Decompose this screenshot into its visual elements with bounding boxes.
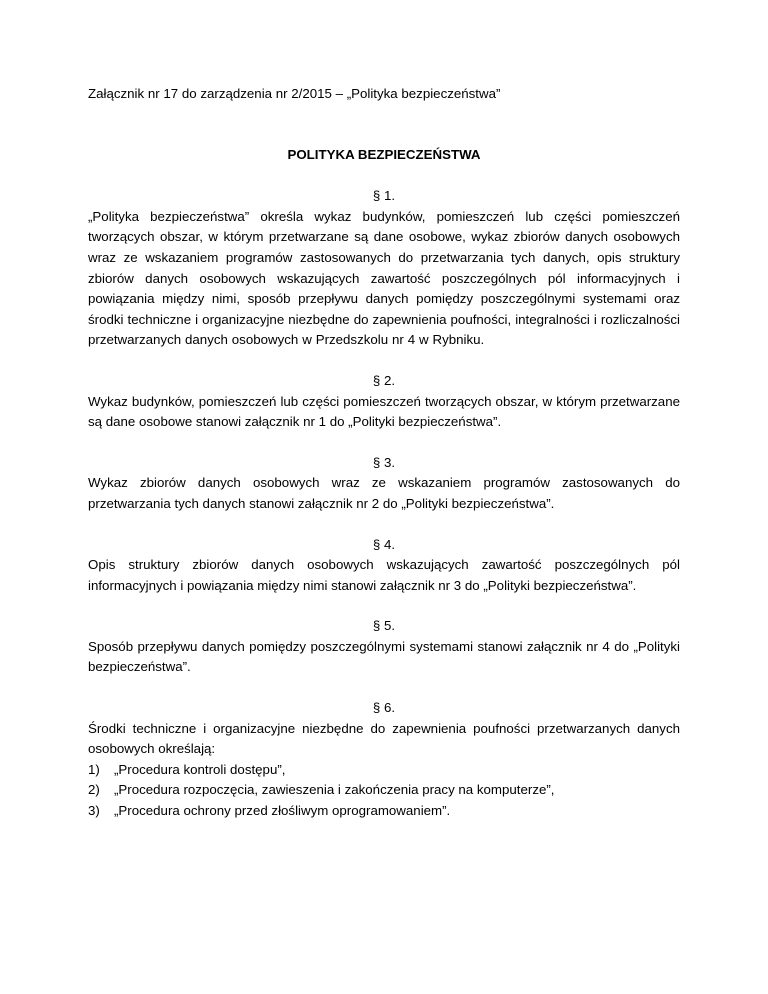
section-number: § 6. bbox=[372, 700, 396, 716]
section-2 bbox=[88, 371, 680, 433]
list-item-number: 1) bbox=[88, 761, 100, 777]
section-text: „Polityka bezpieczeństwa” określa wykaz budynków, pomieszczeń lub części pomieszczeń tworzących obszar, w którym przetwarzane są dane osobowe, wykaz zbiorów danych osobowych wraz ze wskazaniem programów zastosowanych do przetwarzania tych danych, opis struktury zbiorów danych osobowych wskazujących zawartość poszczególnych pól informacyjnych i powiązania między nimi, sposób przepływu danych pomiędzy poszczególnymi systemami oraz środki techniczne i organizacyjne niezbędne do zapewnienia poufności, integralności i rozliczalności przetwarzanych danych osobowych w Przedszkolu nr 4 w Rybniku. bbox=[88, 208, 680, 348]
procedure-list bbox=[88, 760, 680, 822]
section-number: § 2. bbox=[372, 372, 396, 388]
document-title: POLITYKA BEZPIECZEŃSTWA bbox=[287, 146, 481, 162]
section-3 bbox=[88, 453, 680, 515]
section-text: Wykaz budynków, pomieszczeń lub części pomieszczeń tworzących obszar, w którym przetwarzane są dane osobowe stanowi załącznik nr 1 do „Polityki bezpieczeństwa”. bbox=[88, 393, 680, 430]
section-4 bbox=[88, 535, 680, 597]
section-number: § 1. bbox=[372, 188, 396, 204]
list-item-number: 3) bbox=[88, 803, 100, 819]
section-text: Środki techniczne i organizacyjne niezbędne do zapewnienia poufności przetwarzanych danych osobowych określają: bbox=[88, 720, 680, 757]
section-text: Opis struktury zbiorów danych osobowych wskazujących zawartość poszczególnych pól informacyjnych i powiązania między nimi stanowi załącznik nr 3 do „Polityki bezpieczeństwa”. bbox=[88, 557, 680, 593]
section-text: Sposób przepływu danych pomiędzy poszczególnymi systemami stanowi załącznik nr 4 do „Polityki bezpieczeństwa”. bbox=[88, 638, 680, 675]
list-item bbox=[88, 801, 680, 822]
section-number: § 3. bbox=[372, 454, 396, 470]
section-number: § 5. bbox=[372, 618, 396, 634]
section-1 bbox=[88, 186, 680, 351]
section-6 bbox=[88, 698, 680, 822]
section-text: Wykaz zbiorów danych osobowych wraz ze wskazaniem programów zastosowanych do przetwarzania tych danych stanowi załącznik nr 2 do „Polityki bezpieczeństwa”. bbox=[88, 475, 680, 511]
list-item-text: „Procedura ochrony przed złośliwym oprogramowaniem”. bbox=[114, 803, 451, 819]
section-5 bbox=[88, 616, 680, 678]
list-item-number: 2) bbox=[88, 782, 100, 798]
list-item bbox=[88, 780, 680, 801]
attachment-header: Załącznik nr 17 do zarządzenia nr 2/2015 – „Polityka bezpieczeństwa” bbox=[88, 86, 501, 101]
list-item bbox=[88, 760, 680, 781]
list-item-text: „Procedura kontroli dostępu”, bbox=[114, 761, 286, 777]
section-number: § 4. bbox=[372, 536, 396, 552]
list-item-text: „Procedura rozpoczęcia, zawieszenia i zakończenia pracy na komputerze”, bbox=[114, 782, 555, 798]
